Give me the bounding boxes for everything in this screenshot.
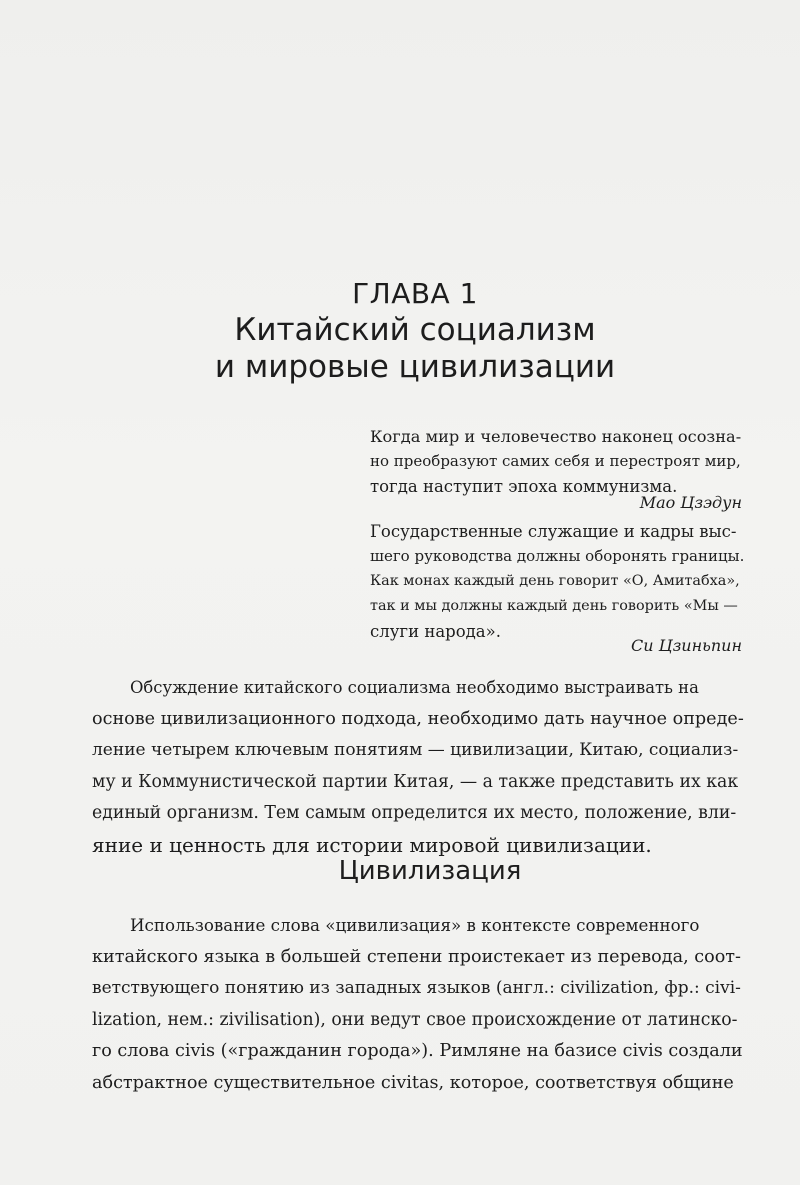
- epigraph-xi: [370, 519, 744, 644]
- epigraph-line: Когда мир и человечество наконец осозна-: [370, 427, 742, 446]
- chapter-label: ГЛАВА 1: [352, 277, 478, 310]
- paragraph-line: ление четырем ключевым понятиям — цивилизации, Китаю, социализ-: [92, 740, 739, 760]
- paragraph-line: абстрактное существительное civitas, которое, соответствуя общине: [92, 1072, 734, 1093]
- section-title: Цивилизация: [338, 856, 522, 886]
- epigraph-line: но преобразуют самих себя и перестроят мир,: [370, 452, 741, 470]
- paragraph-line: Использование слова «цивилизация» в контексте современного: [130, 915, 700, 935]
- epigraph-line: так и мы должны каждый день говорить «Мы —: [370, 598, 738, 614]
- epigraph-line: Государственные служащие и кадры выс-: [370, 522, 737, 541]
- intro-paragraph: [92, 672, 744, 861]
- paragraph-line: китайского языка в большей степени проистекает из перевода, соот-: [92, 946, 741, 967]
- chapter-heading: [0, 276, 800, 386]
- epigraph-line: слуги народа».: [370, 622, 501, 641]
- paragraph-line: основе цивилизационного подхода, необходимо дать научное опреде-: [92, 708, 744, 729]
- chapter-title-line: Китайский социализм: [234, 312, 596, 348]
- paragraph-line: lization, нем.: zivilisation), они ведут свое происхождение от латинско-: [92, 1009, 738, 1030]
- paragraph-line: единый организм. Тем самым определится их место, положение, вли-: [92, 803, 737, 823]
- epigraph-author: Мао Цзэдун: [639, 493, 742, 512]
- epigraph-line: шего руководства должны оборонять границы.: [370, 547, 745, 565]
- epigraph-line: тогда наступит эпоха коммунизма.: [370, 477, 678, 496]
- epigraph-line: Как монах каждый день говорит «О, Амитабха»,: [370, 573, 740, 589]
- chapter-title-line: и мировые цивилизации: [214, 349, 616, 385]
- epigraph-mao: [370, 424, 744, 499]
- section-paragraph: [92, 910, 744, 1099]
- paragraph-line: Обсуждение китайского социализма необходимо выстраивать на: [130, 678, 699, 697]
- chapter-title: [30, 312, 800, 386]
- paragraph-line: ветствующего понятию из западных языков (англ.: civilization, фр.: civi-: [92, 978, 741, 998]
- paragraph-line: яние и ценность для истории мировой цивилизации.: [92, 832, 652, 857]
- paragraph-line: му и Коммунистической партии Китая, — а также представить их как: [92, 771, 739, 792]
- paragraph-line: го слова civis («гражданин города»). Римляне на базисе civis создали: [92, 1041, 743, 1061]
- epigraph-author: Си Цзиньпин: [630, 636, 742, 655]
